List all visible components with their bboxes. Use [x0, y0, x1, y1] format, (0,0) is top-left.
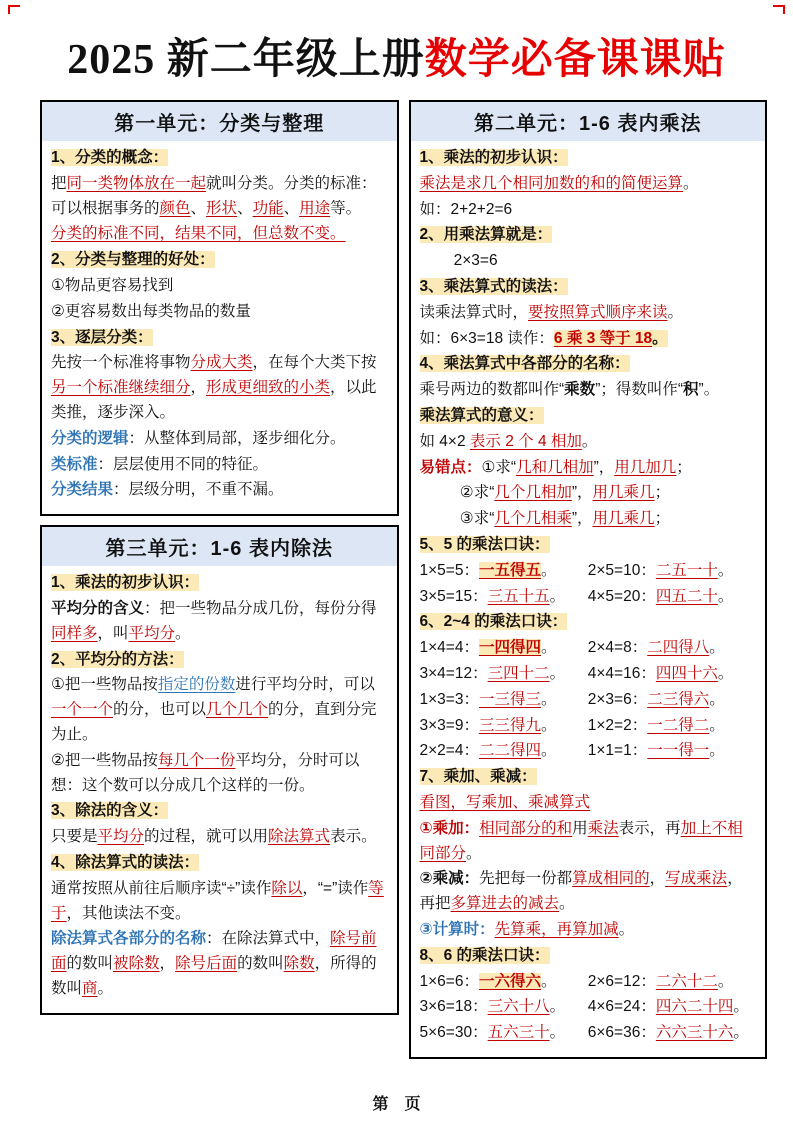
column-right [409, 100, 768, 1059]
formula-item [588, 585, 756, 610]
text-segment: 。 [733, 1024, 749, 1042]
unit-title: 第三单元：1-6 表内除法 [42, 527, 397, 566]
column-left [40, 100, 399, 1015]
formula-pair [420, 995, 757, 1020]
text-segment: 2×3=6 [453, 252, 498, 270]
formula-item [588, 559, 756, 584]
text-segment: 表示。 [330, 828, 377, 846]
text-segment: ：在除法算式中， [206, 930, 331, 948]
text-segment: 4×5=20： [587, 587, 656, 605]
paragraph [51, 673, 388, 747]
text-segment: ”；得数叫作“ [595, 381, 684, 399]
text-segment: 类标准 [51, 455, 98, 473]
text-segment: 一六得六 [478, 972, 541, 990]
paragraph [420, 275, 757, 300]
text-segment: ， [190, 379, 207, 397]
paragraph [51, 172, 388, 222]
text-segment: 三四十二 [487, 664, 550, 682]
text-segment: 。 [733, 998, 749, 1016]
text-segment: ①乘加： [419, 819, 480, 837]
paragraph [420, 456, 757, 481]
paragraph [51, 877, 388, 927]
text-segment: 相同部分的和 [479, 819, 573, 837]
text-segment: 一四得四 [478, 639, 541, 657]
text-segment: 1、乘法的初步认识： [51, 574, 200, 592]
text-segment: 四五二十 [655, 587, 718, 605]
unit-body [411, 141, 766, 1057]
text-segment: 的过程，就可以用 [144, 828, 269, 846]
text-segment: 。 [549, 998, 566, 1016]
text-segment: 指定的份数 [157, 676, 236, 694]
text-segment: 。 [540, 716, 557, 734]
unit-box [40, 525, 399, 1015]
text-segment: 2×4=8： [587, 639, 648, 657]
text-segment: 的分，也可以 [113, 701, 207, 719]
text-segment: 一二得二 [647, 716, 710, 734]
formula-item [588, 662, 756, 687]
text-segment: 先算乘，再算加减 [494, 920, 619, 938]
text-segment: 1×5=5： [419, 561, 479, 579]
text-segment: 算成相同的 [572, 870, 650, 888]
text-segment: 等于 [51, 879, 384, 922]
text-segment: 除法算式 [268, 828, 331, 846]
text-segment: 二二得四 [478, 742, 541, 760]
paragraph [51, 825, 388, 850]
text-segment: 加上不相同部分 [419, 819, 743, 862]
text-segment: 7、乘加、乘减： [419, 768, 537, 786]
text-segment: 分类的逻辑 [51, 429, 129, 447]
text-segment: 表示，再 [618, 819, 681, 837]
formula-item [420, 714, 588, 739]
text-segment: 1×2=2： [587, 716, 648, 734]
text-segment: 乘法 [587, 819, 619, 837]
paragraph [420, 610, 757, 635]
text-segment: 平均分，分时可以想：这个数可以分成几个这样的一份。 [51, 751, 360, 794]
text-segment: 4、乘法算式中各部分的名称： [419, 355, 630, 373]
paragraph [420, 430, 757, 455]
formula-pair [420, 714, 757, 739]
text-segment: ：把一些物品分成几份，每份分得 [144, 599, 377, 617]
text-segment: 把 [51, 174, 67, 192]
paragraph [51, 749, 388, 799]
formula-pair [420, 970, 757, 995]
content-columns [0, 86, 793, 1059]
text-segment: 1×6=6： [419, 972, 479, 990]
formula-item [420, 970, 588, 995]
text-segment: 的数叫 [237, 955, 284, 973]
text-segment: 3×5=15： [419, 587, 488, 605]
text-segment: 。 [549, 587, 566, 605]
formula-item [420, 662, 588, 687]
text-segment: 通常按照从前往后顺序读“÷”读作 [51, 879, 272, 897]
paragraph [51, 927, 388, 1001]
text-segment: 1×4=4： [419, 639, 479, 657]
unit-title: 第二单元：1-6 表内乘法 [411, 102, 766, 141]
text-segment: 二三得六 [647, 690, 710, 708]
crop-mark-icon [773, 5, 785, 14]
text-segment: 2、分类与整理的好处： [51, 251, 215, 269]
formula-item [588, 1021, 756, 1046]
text-segment: 乘数 [564, 381, 596, 399]
paragraph [420, 327, 757, 352]
paragraph [51, 571, 388, 596]
text-segment: 6×6=36： [587, 1024, 656, 1042]
text-segment: 另一个标准继续细分 [51, 379, 191, 397]
text-segment: 先按一个标准将事物 [51, 354, 191, 372]
text-segment: ，在每个大类下按 [252, 354, 377, 372]
text-segment: 几个几相加 [494, 484, 572, 502]
title-prefix: 2025 新二年级上册 [67, 37, 425, 83]
text-segment: ”， [571, 484, 593, 502]
paragraph [51, 351, 388, 425]
text-segment: ③求“ [459, 510, 495, 528]
text-segment: 分类结果 [51, 481, 114, 499]
text-segment: 用几乘几 [592, 510, 655, 528]
text-segment: ； [654, 510, 671, 528]
paragraph [420, 249, 757, 274]
paragraph [420, 352, 757, 377]
text-segment: 要按照算式顺序来读 [528, 303, 668, 321]
paragraph [420, 533, 757, 558]
formula-item [588, 688, 756, 713]
text-segment: ， [649, 870, 666, 888]
text-segment: 。 [717, 587, 734, 605]
formula-item [420, 1021, 588, 1046]
text-segment: 乘号两边的数都叫作“ [419, 381, 565, 399]
text-segment: 除法算式各部分的名称 [51, 930, 207, 948]
text-segment: 的分，直到分完为止。 [51, 701, 377, 743]
paragraph [51, 478, 388, 503]
formula-pair [420, 739, 757, 764]
formula-pair [420, 688, 757, 713]
text-segment: 。 [709, 639, 725, 657]
text-segment: 平均分 [97, 828, 145, 846]
text-segment: ； [654, 484, 671, 502]
text-segment: 的数叫 [66, 955, 114, 973]
text-segment: 用途 [299, 199, 331, 217]
text-segment: ”， [571, 510, 593, 528]
paragraph [420, 198, 757, 223]
unit-body [42, 566, 397, 1013]
paragraph [51, 274, 388, 299]
text-segment: ，叫 [97, 624, 129, 642]
formula-pair [420, 585, 757, 610]
text-segment: 2×3=6： [587, 690, 648, 708]
text-segment: 。 [466, 844, 482, 862]
unit-title: 第一单元：分类与整理 [42, 102, 397, 141]
text-segment: 。 [709, 742, 725, 760]
text-segment: ，所得的数叫 [51, 955, 377, 997]
text-segment: 如：2+2+2=6 [419, 200, 513, 218]
formula-item [420, 739, 588, 764]
text-segment: ，再把 [419, 870, 743, 913]
text-segment: 同一类物体放在一起 [66, 174, 207, 192]
text-segment: 商 [82, 979, 98, 997]
text-segment: 2×5=10： [587, 561, 656, 579]
paragraph [51, 799, 388, 824]
text-segment: ：从整体到局部，逐步细化分。 [128, 429, 346, 447]
crop-mark-icon [8, 5, 20, 14]
text-segment: 2×2=4： [419, 742, 479, 760]
text-segment: 被除数 [113, 955, 160, 973]
text-segment: 多算进去的减去 [450, 895, 560, 913]
text-segment: 5、5 的乘法口诀： [419, 535, 550, 553]
paragraph [51, 453, 388, 478]
text-segment: 。 [549, 1024, 566, 1042]
paragraph [420, 817, 757, 867]
text-segment: 分成大类 [190, 354, 253, 372]
text-segment: 一三得三 [478, 690, 541, 708]
paragraph [420, 301, 757, 326]
text-segment: 6 乘 3 等于 18 [553, 329, 653, 347]
text-segment: 5×6=30： [419, 1024, 488, 1042]
formula-pair [420, 1021, 757, 1046]
text-segment: ”。 [698, 381, 720, 399]
text-segment: 3、除法的含义： [51, 802, 169, 820]
text-segment: 。 [709, 716, 725, 734]
text-segment: 等。 [330, 199, 362, 217]
text-segment: 。 [618, 920, 635, 938]
text-segment: 表示 2 个 4 相加 [469, 432, 582, 450]
text-segment: ， [159, 955, 176, 973]
text-segment: 就叫分类。分类的标准：可以根据事务的 [51, 174, 377, 217]
text-segment: 。 [717, 972, 734, 990]
formula-item [588, 714, 756, 739]
text-segment: 、 [237, 199, 253, 217]
text-segment: 除以 [271, 879, 303, 897]
text-segment: 读乘法算式时， [419, 303, 529, 321]
text-segment: ①把一些物品按 [51, 676, 158, 694]
paragraph [420, 867, 757, 917]
text-segment: 2×6=12： [587, 972, 656, 990]
text-segment: 一一得一 [647, 742, 710, 760]
text-segment: 乘法是求几个相同加数的和的简便运算 [419, 174, 684, 192]
text-segment: 。 [540, 972, 557, 990]
text-segment: 。 [540, 639, 557, 657]
paragraph [420, 172, 757, 197]
text-segment: 分类的标准不同，结果不同，但总数不变。 [51, 225, 346, 243]
page-footer: 第 页 [372, 1096, 421, 1113]
paragraph [51, 597, 388, 647]
paragraph [420, 765, 757, 790]
text-segment: 平均分 [128, 624, 176, 642]
formula-pair [420, 662, 757, 687]
text-segment: 几个几个 [206, 701, 269, 719]
text-segment: 平均分的含义 [51, 599, 145, 617]
text-segment: 看图，写乘加、乘减算式 [419, 793, 591, 811]
paragraph [51, 648, 388, 673]
text-segment: 。 [717, 664, 734, 682]
text-segment: 只要是 [51, 828, 98, 846]
text-segment: ③计算时： [419, 920, 495, 938]
text-segment: ，“=”读作 [302, 879, 369, 897]
text-segment: ； [676, 458, 692, 476]
text-segment: 每几个一份 [157, 751, 236, 769]
formula-item [420, 636, 588, 661]
text-segment: ，其他读法不变。 [66, 904, 191, 922]
formula-item [420, 559, 588, 584]
formula-item [588, 995, 756, 1020]
text-segment: 2、用乘法算就是： [419, 226, 553, 244]
paragraph [51, 326, 388, 351]
text-segment: ：层层使用不同的特征。 [97, 455, 269, 473]
paragraph [51, 300, 388, 325]
paragraph [420, 791, 757, 816]
text-segment: 。 [540, 742, 557, 760]
text-segment: 写成乘法 [665, 870, 728, 888]
text-segment: 三三得九 [478, 716, 541, 734]
text-segment: 。 [549, 664, 566, 682]
text-segment: 六六三十六 [655, 1024, 734, 1042]
text-segment: 二四得八 [647, 639, 710, 657]
text-segment: 二五一十 [655, 561, 718, 579]
paragraph [420, 378, 757, 403]
formula-item [420, 995, 588, 1020]
text-segment: 3、乘法算式的读法： [419, 277, 568, 295]
text-segment: 3×6=18： [419, 998, 488, 1016]
formula-item [420, 688, 588, 713]
paragraph [51, 427, 388, 452]
text-segment: ①求“ [481, 458, 517, 476]
text-segment: 。 [581, 432, 598, 450]
text-segment: 1、分类的概念： [51, 149, 169, 166]
paragraph [420, 507, 757, 532]
text-segment: 进行平均分时，可以 [235, 676, 375, 694]
text-segment: 。 [175, 624, 191, 642]
text-segment: 先把每一份都 [479, 870, 573, 888]
text-segment: 4×6=24： [587, 998, 656, 1016]
paragraph [420, 481, 757, 506]
text-segment: 如 4×2 [419, 432, 470, 450]
text-segment: 四四十六 [655, 664, 718, 682]
title-highlight: 数学必备课课贴 [424, 37, 726, 83]
text-segment: 6、2~4 的乘法口诀： [419, 613, 568, 631]
text-segment: ：层级分明，不重不漏。 [113, 481, 284, 499]
text-segment: 乘法算式的意义： [419, 406, 544, 424]
text-segment: 4、除法算式的读法： [51, 853, 200, 871]
unit-box [409, 100, 768, 1059]
text-segment: 二六十二 [655, 972, 718, 990]
text-segment: 。 [683, 174, 699, 192]
text-segment: 。 [652, 329, 668, 347]
text-segment: 用几加几 [614, 458, 677, 476]
text-segment: 除号前面 [51, 930, 377, 973]
text-segment: 。 [667, 303, 684, 321]
text-segment: 、 [190, 199, 207, 217]
text-segment: 3×4=12： [419, 664, 488, 682]
text-segment: 。 [540, 690, 557, 708]
paragraph [420, 944, 757, 969]
text-segment: 、 [283, 199, 300, 217]
text-segment: ，以此类推，逐步深入。 [51, 379, 377, 421]
text-segment: ①物品更容易找到 [51, 276, 174, 294]
paragraph [420, 146, 757, 171]
text-segment: 五六三十 [487, 1024, 550, 1042]
text-segment: 除数 [283, 955, 315, 973]
text-segment: 积 [683, 381, 699, 399]
text-segment: 易错点： [419, 458, 482, 476]
page-title [0, 0, 793, 86]
paragraph [51, 248, 388, 273]
text-segment: 2、平均分的方法： [51, 650, 184, 668]
text-segment: 几个几相乘 [494, 510, 572, 528]
text-segment: 。 [97, 979, 114, 997]
text-segment: 除号后面 [175, 955, 238, 973]
text-segment: 如：6×3=18 读作： [419, 329, 554, 347]
text-segment: 。 [709, 690, 725, 708]
paragraph [51, 146, 388, 171]
text-segment: 几和几相加 [516, 458, 594, 476]
text-segment: 功能 [252, 199, 284, 217]
text-segment: ”， [593, 458, 615, 476]
formula-pair [420, 636, 757, 661]
paragraph [51, 222, 388, 247]
formula-item [588, 739, 756, 764]
paragraph [51, 851, 388, 876]
text-segment: 1、乘法的初步认识： [419, 149, 568, 166]
text-segment: 用几乘几 [592, 484, 655, 502]
text-segment: 。 [717, 561, 734, 579]
formula-item [420, 585, 588, 610]
text-segment: ②更容易数出每类物品的数量 [51, 302, 251, 320]
text-segment: 三六十八 [487, 998, 550, 1016]
text-segment: 3×3=9： [419, 716, 479, 734]
text-segment: ②把一些物品按 [51, 751, 158, 769]
text-segment: 颜色 [159, 199, 191, 217]
text-segment: ②求“ [459, 484, 495, 502]
text-segment: 形状 [206, 199, 238, 217]
unit-body [42, 141, 397, 514]
text-segment: 3、逐层分类： [51, 328, 153, 346]
unit-box [40, 100, 399, 516]
formula-pair [420, 559, 757, 584]
text-segment: 形成更细致的小类 [206, 379, 331, 397]
text-segment: 。 [559, 895, 575, 913]
text-segment: 一五得五 [478, 561, 541, 579]
text-segment: 同样多 [51, 624, 98, 642]
text-segment: 三五十五 [487, 587, 550, 605]
formula-item [588, 970, 756, 995]
text-segment: 。 [540, 561, 557, 579]
text-segment: 一个一个 [51, 701, 114, 719]
text-segment: 1×1=1： [587, 742, 648, 760]
text-segment: 8、6 的乘法口诀： [419, 946, 550, 964]
paragraph [420, 223, 757, 248]
formula-item [588, 636, 756, 661]
paragraph [420, 918, 757, 943]
text-segment: 4×4=16： [587, 664, 656, 682]
text-segment: 1×3=3： [419, 690, 479, 708]
text-segment: 四六二十四 [655, 998, 734, 1016]
text-segment: 用 [572, 819, 588, 837]
text-segment: ②乘减： [419, 870, 480, 888]
paragraph [420, 404, 757, 429]
